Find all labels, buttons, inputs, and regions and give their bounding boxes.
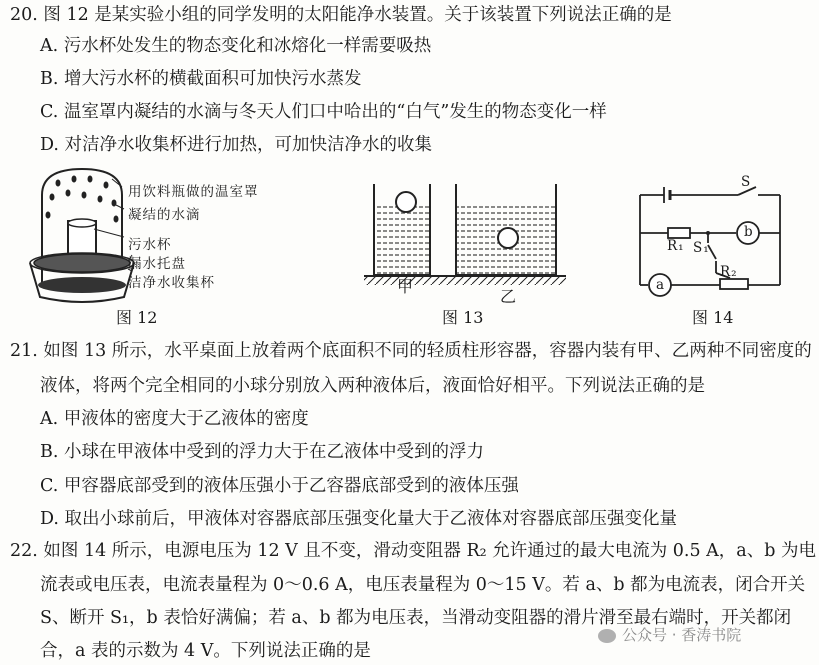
- fig14-label-r2: R₂: [720, 264, 738, 280]
- watermark-text: 公众号 · 香涛书院: [622, 626, 742, 644]
- question-20-stem: 20. 图 12 是某实验小组的同学发明的太阳能净水装置。关于该装置下列说法正确的是: [10, 5, 672, 25]
- figure-14-circuit: [630, 175, 790, 300]
- fig14-label-s: S: [741, 174, 752, 190]
- question-22-line-4: 合，a 表的示数为 4 V。下列说法正确的是: [40, 641, 371, 661]
- fig12-label-collector: 洁净水收集杯: [128, 275, 215, 291]
- fig12-label-dirty-cup: 污水杯: [128, 237, 172, 253]
- fig13-caption: 图 13: [442, 308, 484, 327]
- question-22-line-2: 流表或电压表，电流表量程为 0～0.6 A，电压表量程为 0～15 V。若 a、b 都为电流表，闭合开关: [40, 575, 806, 595]
- fig13-label-yi: 乙: [500, 287, 517, 306]
- fig14-label-b: b: [744, 224, 754, 240]
- watermark: [598, 624, 741, 645]
- q21-option-a: A. 甲液体的密度大于乙液体的密度: [40, 409, 309, 429]
- fig12-label-dome: 用饮料瓶做的温室罩: [128, 184, 259, 200]
- question-21-stem: 21. 如图 13 所示，水平桌面上放着两个底面积不同的轻质柱形容器，容器内装有甲、乙两种不同密度的: [10, 341, 812, 361]
- fig14-caption: 图 14: [692, 308, 734, 327]
- wechat-icon: [598, 629, 616, 643]
- fig13-label-jia: 甲: [397, 277, 414, 296]
- q20-option-c: C. 温室罩内凝结的水滴与冬天人们口中哈出的“白气”发生的物态变化一样: [40, 102, 607, 122]
- q20-option-b: B. 增大污水杯的横截面积可加快污水蒸发: [40, 69, 362, 89]
- question-21-stem-cont: 液体，将两个完全相同的小球分别放入两种液体后，液面恰好相平。下列说法正确的是: [40, 376, 705, 396]
- fig12-caption: 图 12: [116, 308, 158, 327]
- q20-option-a: A. 污水杯处发生的物态变化和冰熔化一样需要吸热: [40, 36, 432, 56]
- q21-option-b: B. 小球在甲液体中受到的浮力大于在乙液体中受到的浮力: [40, 442, 484, 462]
- figure-13-containers: [360, 180, 570, 290]
- fig12-label-tray: 漏水托盘: [128, 256, 186, 272]
- fig14-label-r1: R₁: [667, 238, 685, 254]
- q20-option-d: D. 对洁净水收集杯进行加热，可加快洁净水的收集: [40, 135, 433, 155]
- fig14-label-a: a: [656, 277, 666, 293]
- q21-option-c: C. 甲容器底部受到的液体压强小于乙容器底部受到的液体压强: [40, 476, 519, 496]
- question-22-line-3: S、断开 S₁，b 表恰好满偏；若 a、b 都为电压表，当滑动变阻器的滑片滑至最右端时，开关都闭: [40, 608, 792, 628]
- question-22-line-1: 22. 如图 14 所示，电源电压为 12 V 且不变，滑动变阻器 R₂ 允许通过的最大电流为 0.5 A，a、b 为电: [10, 541, 816, 561]
- fig14-label-s1: S₁: [693, 240, 710, 256]
- q21-option-d: D. 取出小球前后，甲液体对容器底部压强变化量大于乙液体对容器底部压强变化量: [40, 509, 678, 529]
- fig12-label-droplets: 凝结的水滴: [128, 207, 201, 223]
